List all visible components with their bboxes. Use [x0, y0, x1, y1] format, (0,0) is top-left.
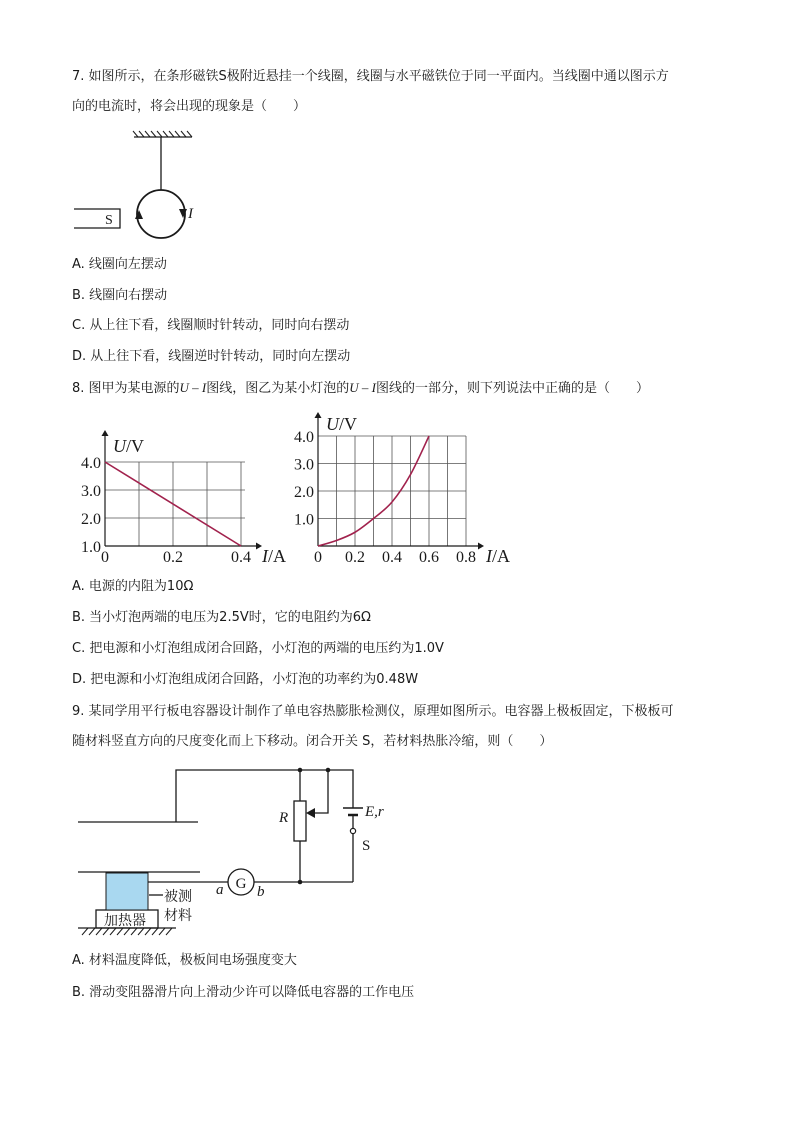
rheostat: [294, 801, 306, 841]
node-a-label: a: [216, 882, 224, 898]
x-axis-label: I/A: [486, 546, 510, 566]
node-dot-icon: [326, 768, 331, 773]
test-material: [106, 873, 148, 910]
x-tick-label: 0: [314, 549, 322, 566]
q9-option-b: B. 滑动变阻器滑片向上滑动少许可以降低电容器的工作电压: [72, 985, 415, 1000]
q9-option-a: A. 材料温度降低，极板间电场强度变大: [72, 953, 297, 968]
q7-option-c: C. 从上往下看，线圈顺时针转动，同时向右摆动: [72, 318, 350, 333]
x-tick-label: 0.2: [345, 549, 365, 566]
heater-label: 加热器: [104, 914, 146, 929]
y-tick-label: 3.0: [294, 456, 314, 474]
x-tick-label: 0.8: [456, 549, 476, 566]
magnet-pole-label: S: [105, 213, 113, 228]
y-tick-label: 2.0: [81, 511, 101, 528]
q8-stem-var1: U – I: [179, 380, 207, 395]
q8-option-c: C. 把电源和小灯泡组成闭合回路，小灯泡的两端的电压约为1.0V: [72, 641, 444, 656]
q7-stem-line2: 向的电流时，将会出现的现象是（ ）: [72, 99, 307, 114]
y-tick-label: 3.0: [81, 483, 101, 500]
current-label: I: [188, 206, 193, 222]
switch-label: S: [362, 838, 371, 854]
q8-option-d: D. 把电源和小灯泡组成闭合回路，小灯泡的功率约为0.48W: [72, 672, 419, 687]
q9-stem-line1: 9. 某同学用平行板电容器设计制作了单电容热膨胀检测仪，原理如图所示。电容器上极板固定，下极板可: [72, 704, 674, 719]
galvanometer-label: G: [235, 876, 247, 892]
x-tick-label: 0.4: [382, 549, 402, 566]
y-tick-label: 1.0: [294, 511, 314, 529]
resistor-label: R: [279, 810, 289, 826]
q8-stem-var2: U – I: [349, 380, 376, 395]
q8-option-b: B. 当小灯泡两端的电压为2.5V时，它的电阻约为6Ω: [72, 610, 371, 625]
q8-stem-suffix: 图线的一部分，则下列说法中正确的是（ ）: [376, 381, 650, 396]
x-tick-label: 0.4: [231, 549, 251, 566]
y-tick-label: 4.0: [81, 455, 101, 472]
q7-stem-line1: 7. 如图所示，在条形磁铁S极附近悬挂一个线圈，线圈与水平磁铁位于同一平面内。当线圈中通以图示方: [72, 69, 669, 84]
q7-option-a: A. 线圈向左摆动: [72, 257, 167, 272]
q7-option-d: D. 从上往下看，线圈逆时针转动，同时向左摆动: [72, 349, 351, 364]
x-tick-label: 0.6: [419, 549, 439, 566]
material-label-2: 材料: [164, 909, 192, 924]
y-tick-label: 4.0: [294, 429, 314, 446]
q7-option-b: B. 线圈向右摆动: [72, 288, 168, 303]
switch-contact-icon: [350, 828, 355, 833]
slider-arrow-icon: [306, 808, 315, 818]
y-tick-label: 2.0: [294, 484, 314, 501]
q8-stem-mid: 图线，图乙为某小灯泡的: [206, 381, 350, 396]
q9-stem-line2: 随材料竖直方向的尺度变化而上下移动。闭合开关 S，若材料热胀冷缩，则（ ）: [72, 734, 553, 749]
q8-stem-prefix: 8. 图甲为某电源的: [72, 381, 180, 396]
x-tick-label: 0: [101, 549, 109, 566]
y-axis-label: U/V: [326, 414, 357, 434]
material-label-1: 被测: [164, 890, 192, 905]
y-axis-label: U/V: [113, 436, 144, 456]
node-dot-icon: [298, 768, 303, 773]
x-axis-label: I/A: [262, 546, 286, 566]
source-label: E,r: [365, 804, 384, 820]
node-b-label: b: [257, 884, 265, 900]
x-tick-label: 0.2: [163, 549, 183, 566]
node-dot-icon: [298, 880, 303, 885]
top-wire: [176, 770, 353, 822]
q8-option-a: A. 电源的内阻为10Ω: [72, 579, 194, 594]
y-tick-label: 1.0: [81, 539, 101, 556]
